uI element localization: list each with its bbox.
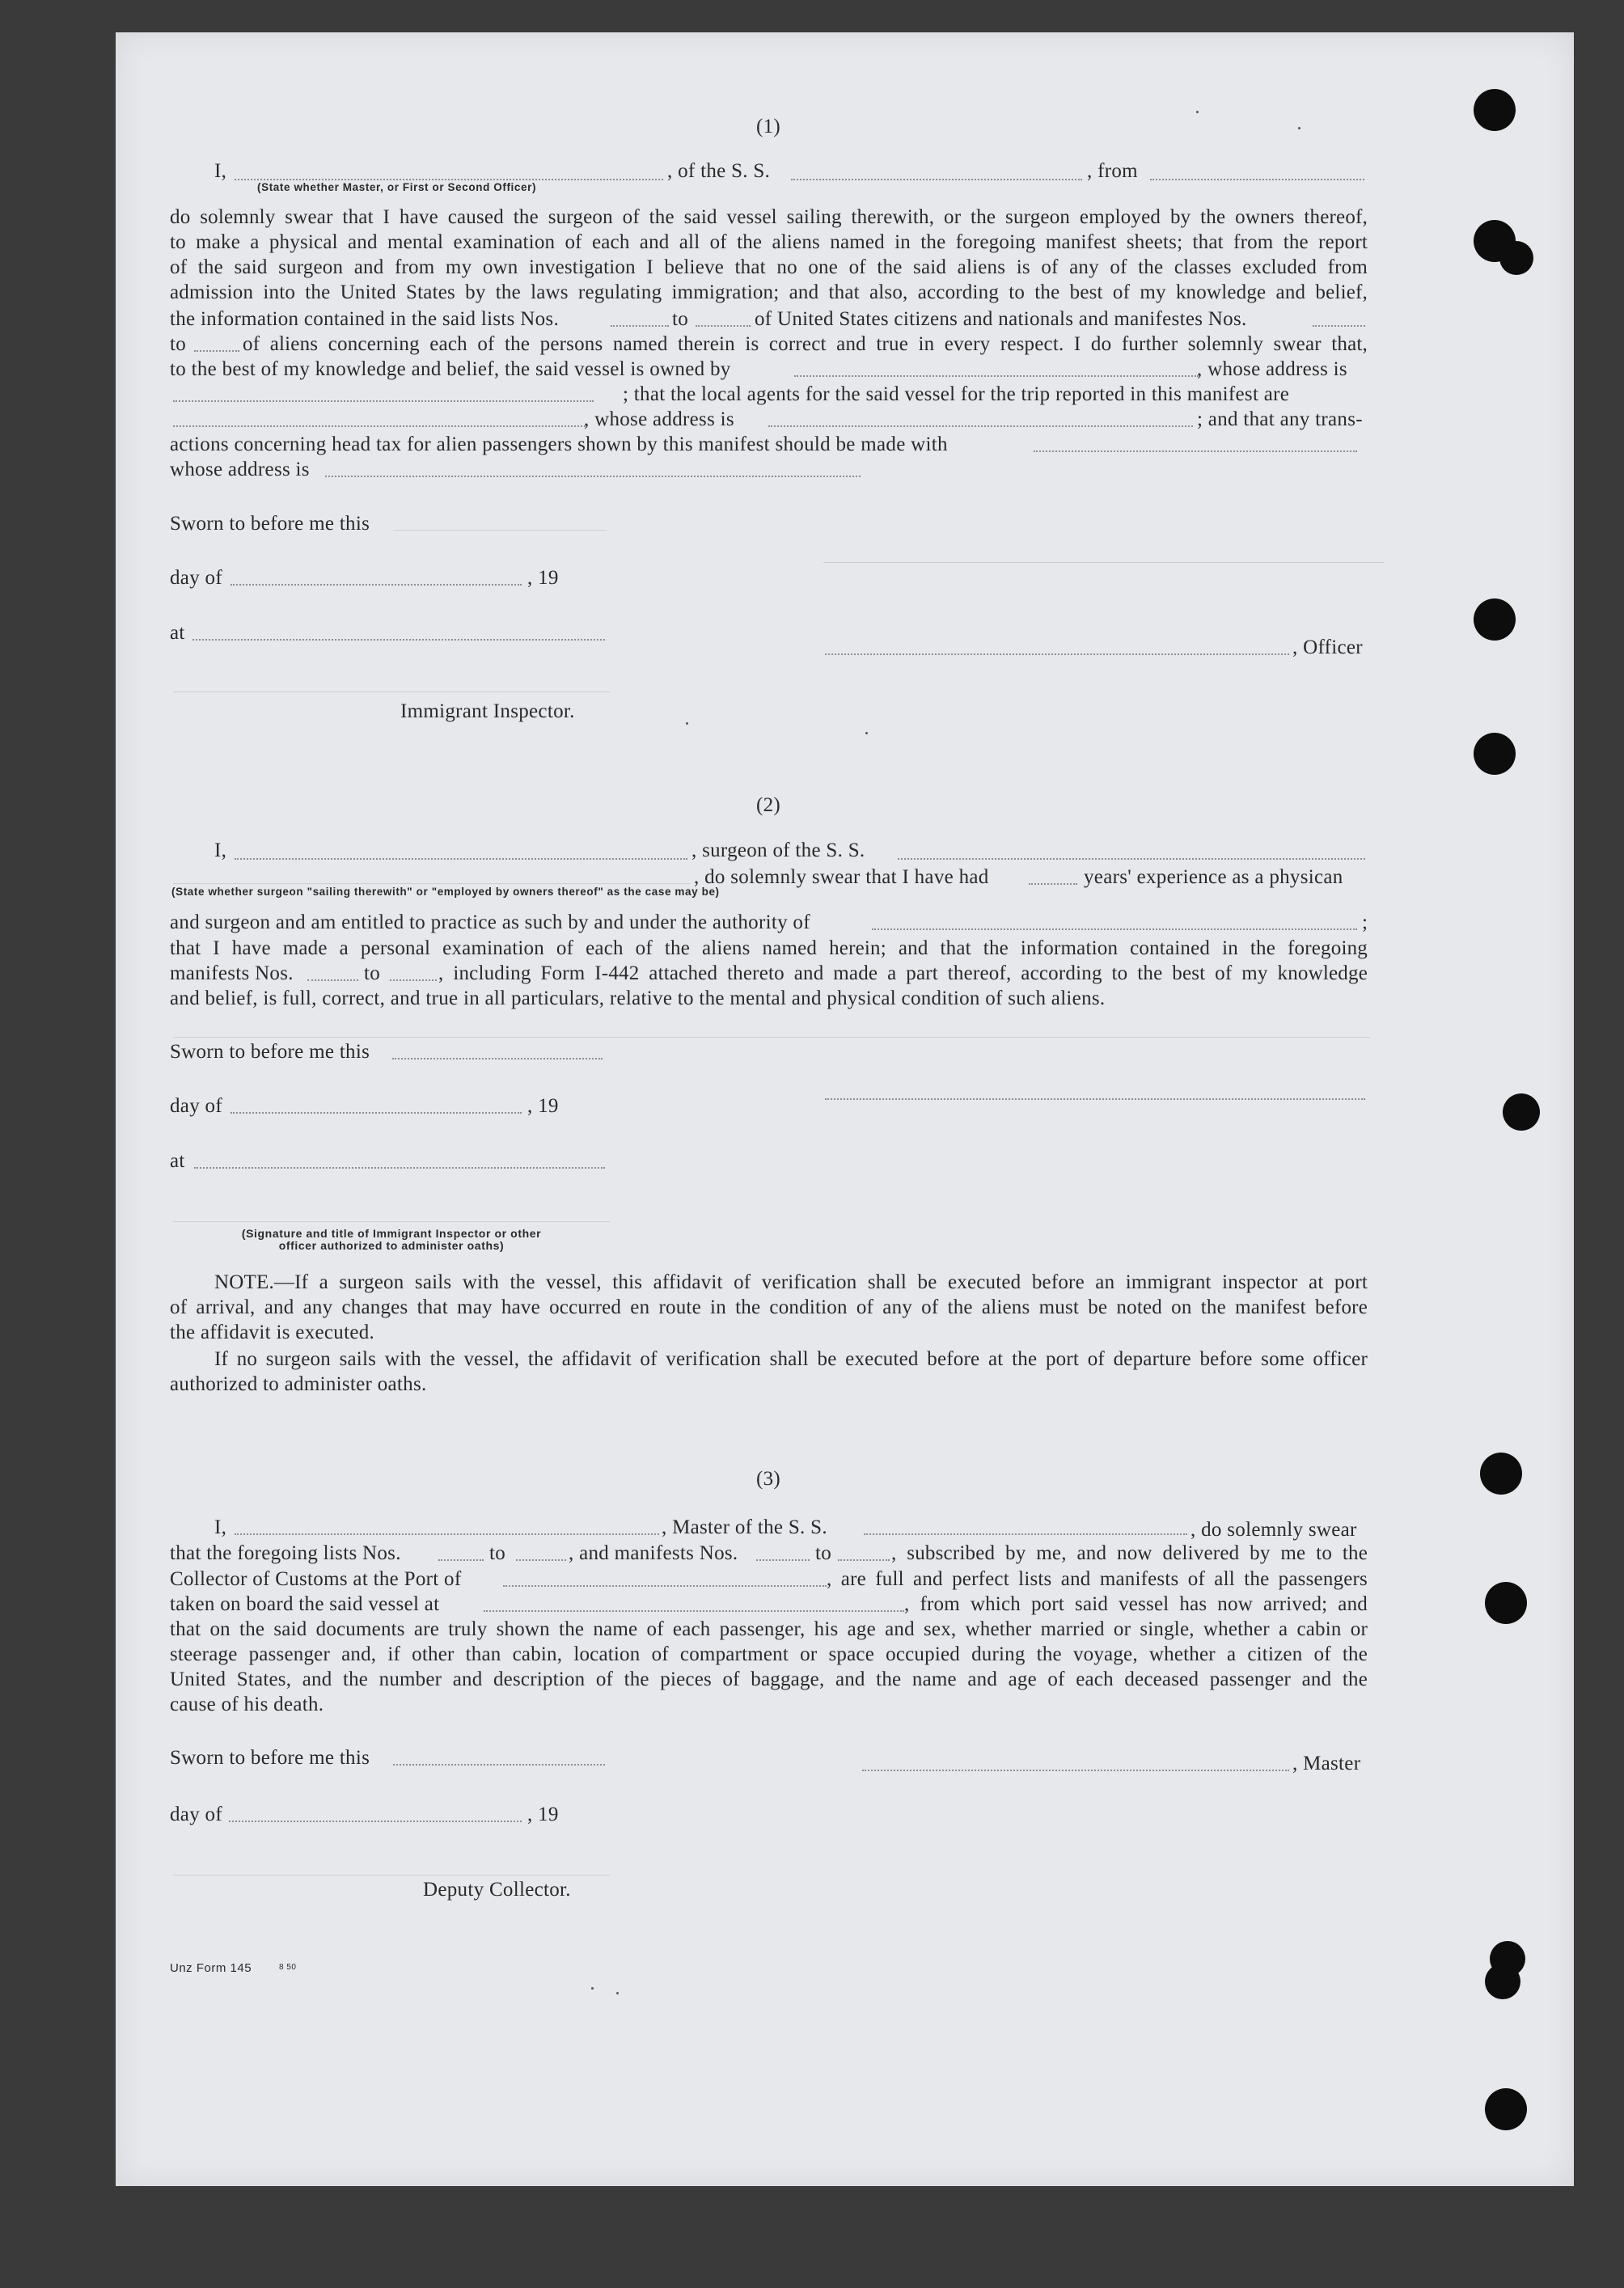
blank-field[interactable] — [768, 425, 1193, 427]
paragraph-text: to — [489, 1542, 506, 1564]
signature-line[interactable] — [393, 530, 607, 531]
blank-field[interactable] — [173, 400, 594, 402]
blank-field[interactable] — [194, 350, 239, 352]
speck — [616, 1992, 619, 1994]
field-note: (State whether surgeon "sailing therewith" or "employed by owners thereof" as the case may be) — [171, 886, 720, 898]
form-code: 8 50 — [279, 1963, 297, 1972]
punch-hole — [1485, 2088, 1527, 2130]
paragraph-line: do solemnly swear that I have caused the surgeon of the said vessel sailing therewith, or the surgeon employed by the owners thereof, — [170, 206, 1368, 228]
punch-hole — [1499, 241, 1533, 275]
blank-field[interactable] — [235, 858, 687, 860]
day-of-label: day of — [170, 1804, 222, 1825]
note-line: NOTE.—If a surgeon sails with the vessel, this affidavit of verification shall be executed before an immigrant inspector at port — [214, 1271, 1368, 1293]
blank-field[interactable] — [611, 325, 669, 327]
note-line: the affidavit is executed. — [170, 1322, 375, 1343]
sworn-label: Sworn to before me this — [170, 1041, 370, 1063]
blank-field[interactable] — [235, 179, 663, 180]
blank-field[interactable] — [325, 476, 861, 477]
paragraph-line: that I have made a personal examination of each of the aliens named herein; and that the information contained in the foregoing — [170, 937, 1368, 959]
signature-line[interactable] — [173, 1221, 610, 1222]
speck — [1298, 127, 1300, 129]
punch-hole — [1503, 1093, 1540, 1131]
paragraph-line: to make a physical and mental examination of each and all of the aliens named in the foregoing manifest sheets; that from the report — [170, 231, 1368, 253]
master-signature-field[interactable] — [862, 1770, 1289, 1771]
paragraph-line: , are full and perfect lists and manifests of all the passengers — [827, 1568, 1368, 1590]
day-of-label: day of — [170, 1095, 222, 1117]
blank-field[interactable] — [1029, 883, 1077, 885]
signature-line[interactable] — [173, 1875, 610, 1876]
paragraph-line: steerage passenger and, if other than cabin, location of compartment or space occupied during the voyage, whether a citizen of the — [170, 1643, 1368, 1665]
punch-hole — [1485, 1582, 1527, 1624]
officer-signature-field[interactable] — [825, 653, 1289, 655]
sworn-label: Sworn to before me this — [170, 513, 370, 535]
paragraph-text: that the foregoing lists Nos. — [170, 1542, 401, 1564]
field-note: (State whether Master, or First or Second Officer) — [257, 181, 537, 193]
year-label: , 19 — [527, 1095, 559, 1117]
punch-hole — [1485, 1964, 1520, 1999]
note-line: If no surgeon sails with the vessel, the affidavit of verification shall be executed before at the port of departure before some officer — [214, 1348, 1368, 1370]
blank-field[interactable] — [838, 1559, 890, 1561]
blank-field[interactable] — [390, 979, 437, 981]
paragraph-text: to — [170, 333, 187, 355]
paragraph-text: ; that the local agents for the said vessel for the trip reported in this manifest are — [623, 383, 1290, 405]
at-label: at — [170, 1150, 185, 1172]
paragraph-text: and belief, is full, correct, and true in all particulars, relative to the mental and physical condition of such aliens. — [170, 988, 1106, 1009]
paragraph-text: to the best of my knowledge and belief, the said vessel is owned by — [170, 358, 731, 380]
blank-field[interactable] — [791, 179, 1082, 180]
master-label: , Master — [1292, 1753, 1361, 1774]
blank-field[interactable] — [173, 425, 586, 427]
paragraph-text: manifests Nos. — [170, 962, 294, 984]
blank-field[interactable] — [898, 858, 1365, 860]
paragraph-line: United States, and the number and description of the pieces of baggage, and the name and age of each deceased passenger and the — [170, 1668, 1368, 1690]
paragraph-line: , from which port said vessel has now arrived; and — [904, 1593, 1368, 1615]
signature-line[interactable] — [823, 562, 1384, 563]
blank-field[interactable] — [1034, 450, 1357, 452]
blank-field[interactable] — [864, 1533, 1187, 1535]
blank-field[interactable] — [392, 1058, 603, 1059]
blank-field[interactable] — [872, 928, 1357, 930]
signature-field[interactable] — [825, 1098, 1365, 1100]
speck — [865, 732, 868, 734]
paragraph-line: of the said surgeon and from my own investigation I believe that no one of the said aliens is of any of the classes excluded from — [170, 256, 1368, 278]
at-label: at — [170, 622, 185, 644]
paragraph-text: the information contained in the said lists Nos. — [170, 308, 559, 330]
section-number: (2) — [755, 794, 781, 816]
blank-field[interactable] — [438, 1559, 484, 1561]
form-number: Unz Form 145 — [170, 1961, 252, 1975]
punch-hole — [1474, 598, 1516, 641]
signature-line[interactable] — [173, 691, 610, 692]
paragraph-text: , and manifests Nos. — [569, 1542, 738, 1564]
signature-note: (Signature and title of Immigrant Inspector or other — [241, 1227, 542, 1240]
blank-field[interactable] — [229, 1821, 522, 1822]
blank-field[interactable] — [230, 584, 522, 586]
paragraph-line: , including Form I-442 attached thereto and made a part thereof, according to the best of my knowledge — [438, 962, 1368, 984]
blank-field[interactable] — [696, 325, 751, 327]
blank-line[interactable] — [173, 1037, 1370, 1038]
sworn-label: Sworn to before me this — [170, 1747, 370, 1769]
blank-field[interactable] — [756, 1559, 810, 1561]
paragraph-text: actions concerning head tax for alien passengers shown by this manifest should be made with — [170, 433, 948, 455]
paragraph-text: of United States citizens and nationals and manifestes Nos. — [755, 308, 1247, 330]
paragraph-text: , do solemnly swear that I have had — [694, 866, 989, 888]
officer-label: , Officer — [1292, 636, 1363, 658]
section-number: (1) — [755, 116, 781, 137]
blank-field[interactable] — [484, 1610, 904, 1612]
speck — [591, 1987, 594, 1990]
paragraph-line: that on the said documents are truly shown the name of each passenger, his age and sex, whether married or single, whether a cabin or — [170, 1618, 1368, 1640]
punch-hole — [1474, 733, 1516, 775]
blank-field[interactable] — [393, 1764, 605, 1766]
year-label: , 19 — [527, 1804, 559, 1825]
section-number: (3) — [755, 1468, 781, 1490]
paragraph-text: , Master of the S. S. — [662, 1516, 827, 1538]
paragraph-text: , do solemnly swear — [1191, 1519, 1357, 1541]
speck — [1196, 111, 1199, 113]
blank-field[interactable] — [307, 979, 358, 981]
lead-text: I, — [214, 160, 227, 182]
punch-hole — [1474, 89, 1516, 131]
paragraph-line: of aliens concerning each of the persons named therein is correct and true in every respect. I do further solemnly swear that, — [243, 333, 1368, 355]
blank-field[interactable] — [192, 639, 605, 641]
inspector-label: Immigrant Inspector. — [400, 700, 575, 722]
note-line: of arrival, and any changes that may have occurred en route in the condition of any of the aliens must be noted on the manifest before — [170, 1296, 1368, 1318]
blank-field[interactable] — [235, 1533, 659, 1535]
blank-field[interactable] — [503, 1585, 827, 1587]
speck — [686, 722, 688, 725]
blank-field[interactable] — [230, 1112, 522, 1114]
paragraph-text: , whose address is — [1197, 358, 1347, 380]
paragraph-text: ; — [1362, 911, 1368, 933]
signature-note: officer authorized to administer oaths) — [278, 1239, 505, 1252]
paragraph-text: to — [364, 962, 381, 984]
of-ss-label: , of the S. S. — [667, 160, 771, 182]
paragraph-text: cause of his death. — [170, 1694, 324, 1715]
paragraph-line: admission into the United States by the laws regulating immigration; and that also, according to the best of my knowledge and belief, — [170, 281, 1368, 303]
year-label: , 19 — [527, 567, 559, 589]
paragraph-text: and surgeon and am entitled to practice as such by and under the authority of — [170, 911, 810, 933]
deputy-collector-label: Deputy Collector. — [423, 1879, 571, 1901]
note-line: authorized to administer oaths. — [170, 1373, 427, 1395]
blank-field[interactable] — [1313, 325, 1365, 327]
blank-field[interactable] — [794, 375, 1199, 377]
from-label: , from — [1087, 160, 1138, 182]
paragraph-text: whose address is — [170, 459, 310, 480]
paragraph-text: Collector of Customs at the Port of — [170, 1568, 462, 1590]
paragraph-text: , surgeon of the S. S. — [691, 839, 865, 861]
paragraph-line: , subscribed by me, and now delivered by me to the — [891, 1542, 1368, 1564]
paragraph-text: , whose address is — [584, 408, 734, 430]
paragraph-text: years' experience as a physican — [1084, 866, 1343, 888]
blank-field[interactable] — [516, 1559, 566, 1561]
day-of-label: day of — [170, 567, 222, 589]
paragraph-text: taken on board the said vessel at — [170, 1593, 440, 1615]
paragraph-text: to — [672, 308, 689, 330]
blank-line[interactable] — [173, 883, 691, 884]
lead-text: I, — [214, 839, 227, 861]
lead-text: I, — [214, 1516, 227, 1538]
punch-hole — [1480, 1453, 1522, 1495]
blank-field[interactable] — [194, 1167, 605, 1169]
paragraph-text: ; and that any trans- — [1197, 408, 1363, 430]
paragraph-text: to — [815, 1542, 832, 1564]
blank-field[interactable] — [1150, 179, 1364, 180]
